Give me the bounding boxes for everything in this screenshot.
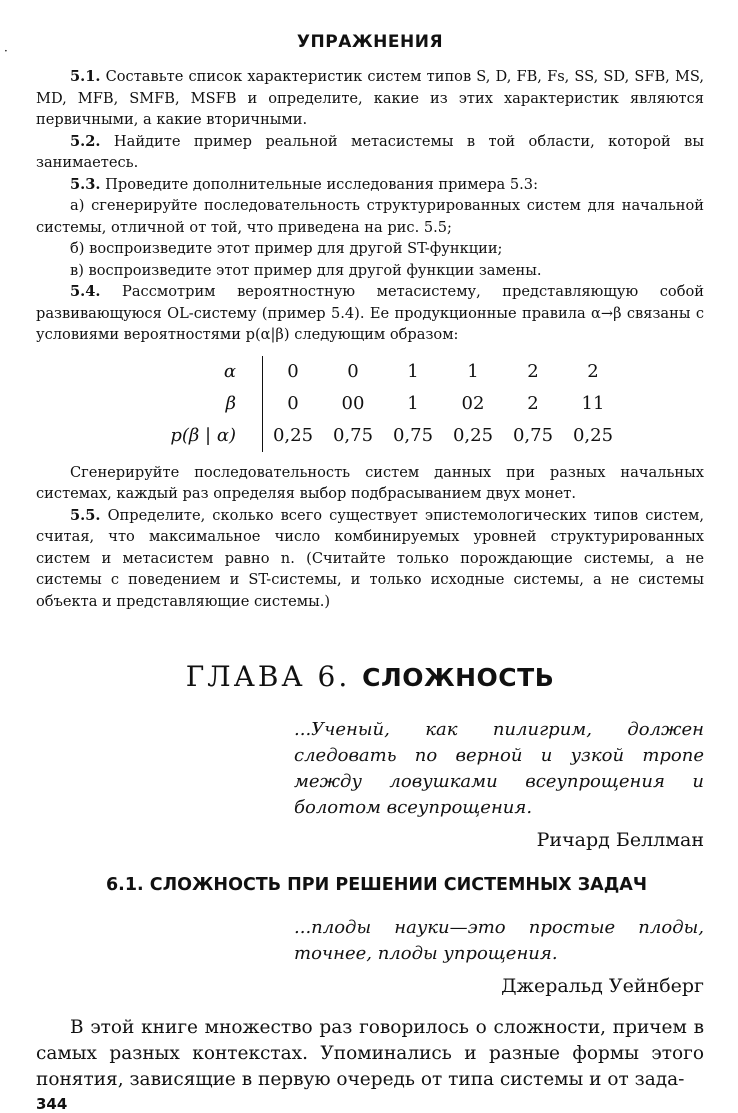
exercise-5-3	[36, 174, 704, 196]
row-label: β	[126, 388, 263, 420]
table-cell: 0,75	[332, 425, 374, 446]
exercise-5-4-continuation	[36, 462, 704, 505]
table-cell: 11	[581, 393, 605, 414]
table-cell: 2	[587, 361, 599, 382]
exercise-number: 5.4.	[70, 283, 101, 300]
table-cell: 0,75	[392, 425, 434, 446]
exercise-item-b: б) воспроизведите этот пример для другой ST-функции;	[70, 240, 503, 257]
table-cell: 00	[341, 393, 365, 414]
exercise-text: Найдите пример реальной метасистемы в той области, которой вы занимаетесь.	[36, 132, 705, 171]
table-cell: 0,25	[572, 425, 614, 446]
exercise-text: Составьте список характеристик систем типов S, D, FB, Fs, SS, SD, SFB, MS, MD, MFB, SMFB, MSFB и определите, какие из этих характеристик являются первичными, а какие вторичными.	[36, 68, 704, 128]
section-title: УПРАЖНЕНИЯ	[296, 32, 444, 52]
chapter-epigraph: ...Ученый, как пилигрим, должен следовать по верной и узкой тропе между ловушками всеупрощения и болотом всеупрощения.	[294, 719, 704, 818]
exercise-text: Рассмотрим вероятностную метасистему, представляющую собой развивающуюся OL-систему (пример 5.4). Ее продукционные правила α→β связаны с условиями вероятностями p(α|β) следующим образом:	[36, 283, 705, 343]
table-cell: 0	[287, 361, 299, 382]
table-row-beta	[126, 388, 623, 420]
exercise-number: 5.2.	[70, 132, 101, 150]
exercise-item-c: в) воспроизведите этот пример для другой функции замены.	[70, 261, 542, 279]
page-number: 344	[36, 1095, 68, 1113]
table-row-alpha	[126, 356, 623, 388]
table-cell: 2	[527, 393, 539, 414]
table-cell: 0	[347, 361, 359, 382]
subsection-epigraph-author: Джеральд Уейнберг	[501, 975, 704, 997]
margin-bullet: ·	[4, 44, 8, 58]
exercise-5-2	[36, 131, 704, 174]
exercise-5-3-c	[36, 260, 704, 282]
table-cell: 0,25	[272, 425, 314, 446]
table-cell: 0	[287, 393, 299, 414]
exercise-number: 5.1.	[70, 68, 101, 85]
exercise-text: Определите, сколько всего существует эпистемологических типов систем, считая, что максимальное число комбинируемых уровней структурированных систем и метасистем равно n. (Считайте только порождающие системы, а не системы с поведением и ST-системы, и только исходные системы, а не системы объекта и представляющие системы.)	[36, 506, 705, 610]
table-cell: 2	[527, 361, 539, 382]
exercise-5-5	[36, 505, 704, 613]
chapter-prefix: ГЛАВА 6.	[185, 660, 351, 693]
epigraph-author: Ричард Беллман	[536, 829, 704, 851]
table-cell: 0,25	[452, 425, 494, 446]
exercise-text: Проведите дополнительные исследования примера 5.3:	[105, 175, 539, 193]
subsection-title: 6.1. СЛОЖНОСТЬ ПРИ РЕШЕНИИ СИСТЕМНЫХ ЗАДАЧ	[106, 875, 647, 895]
chapter-title: СЛОЖНОСТЬ	[362, 663, 555, 692]
body-paragraph	[36, 1015, 704, 1093]
chapter-heading	[36, 660, 704, 693]
row-label: α	[126, 356, 263, 388]
table-cell: 1	[467, 361, 479, 382]
table-cell: 02	[461, 393, 485, 414]
body-text: В этой книге множество раз говорилось о сложности, причем в самых разных контекстах. Упоминались и разные формы этого понятия, зависящие в первую очередь от типа системы и от зада-	[36, 1017, 704, 1090]
exercise-text: Сгенерируйте последовательность систем данных при разных начальных системах, каждый раз определяя выбор подбрасыванием двух монет.	[36, 463, 704, 502]
subsection-epigraph: ...плоды науки—это простые плоды, точнее, плоды упрощения.	[294, 917, 704, 964]
exercise-item-a: а) сгенерируйте последовательность структурированных систем для начальной системы, отличной от той, что приведена на рис. 5.5;	[36, 197, 704, 236]
table-cell: 0,75	[512, 425, 554, 446]
exercise-5-1	[36, 66, 704, 131]
probability-table	[126, 356, 623, 452]
page	[36, 24, 704, 1113]
table-cell: 1	[407, 361, 419, 382]
exercise-number: 5.5.	[70, 506, 101, 524]
row-label: p(β | α)	[126, 420, 263, 452]
exercise-5-3-b	[36, 238, 704, 260]
exercise-5-3-a	[36, 195, 704, 238]
exercise-number: 5.3.	[70, 175, 101, 193]
exercise-5-4	[36, 281, 704, 346]
table-row-probability	[126, 420, 623, 452]
table-cell: 1	[407, 393, 419, 414]
